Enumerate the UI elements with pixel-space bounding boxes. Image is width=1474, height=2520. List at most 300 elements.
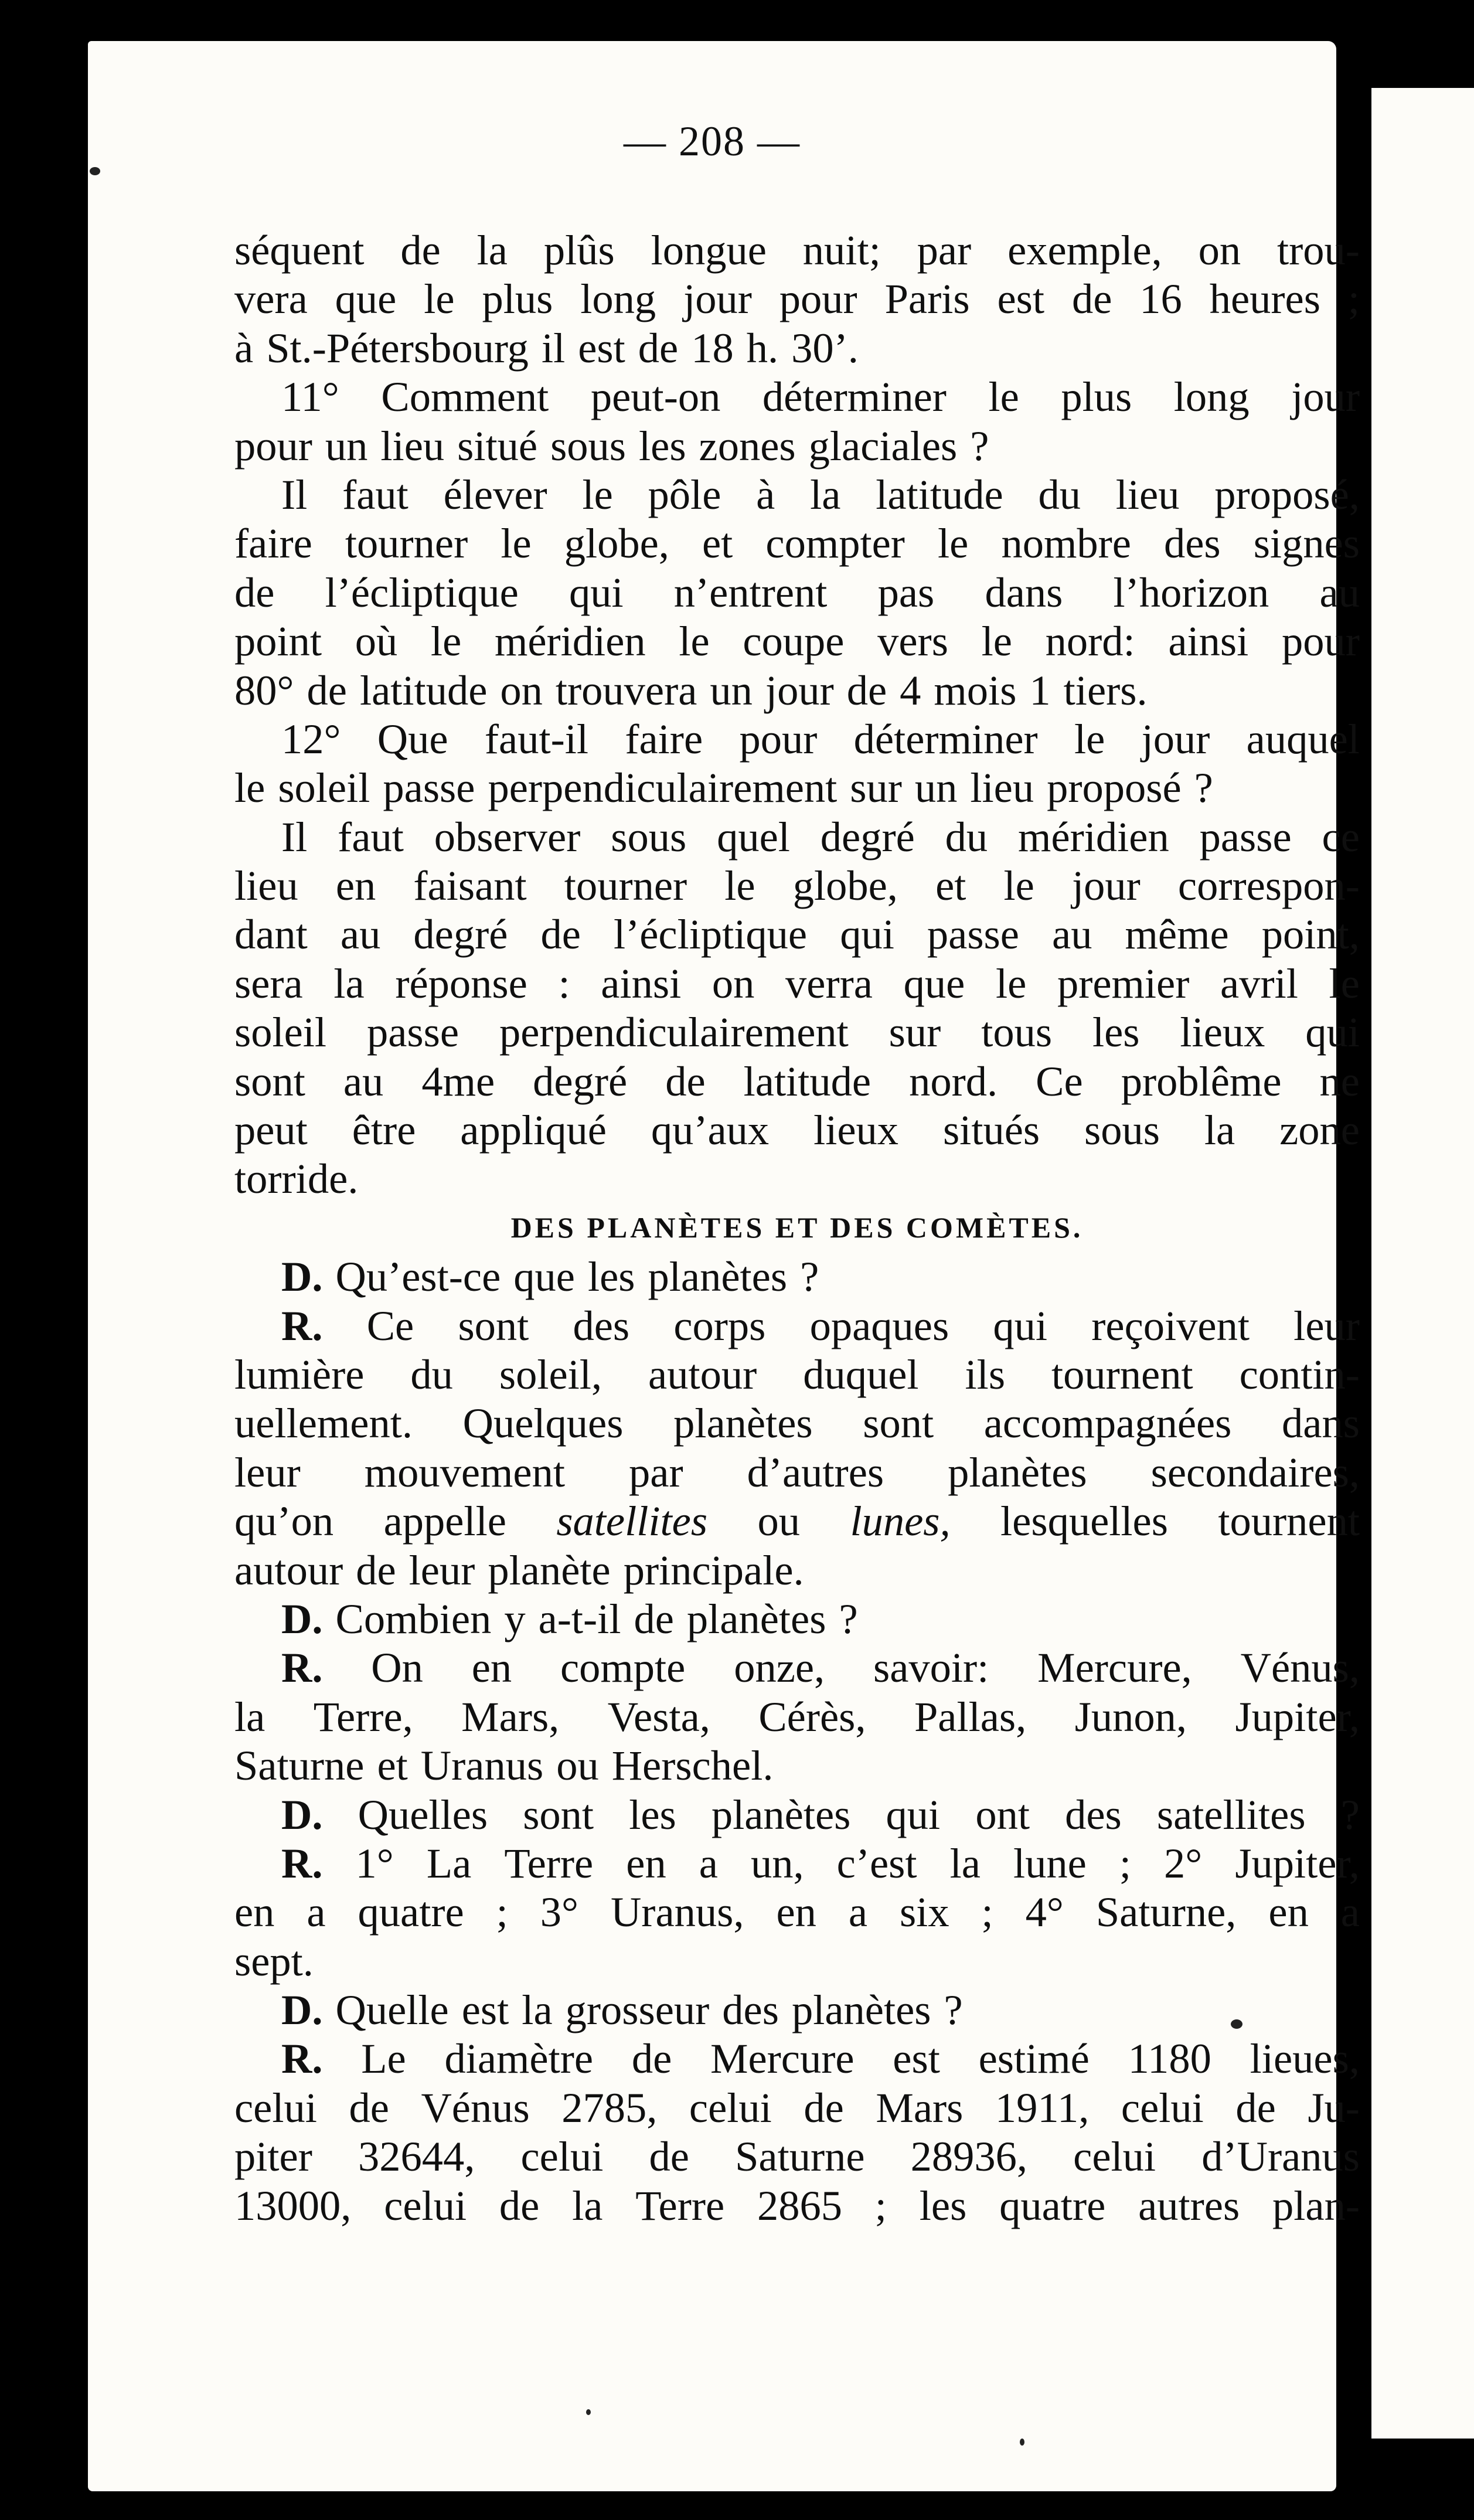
word: contin- — [1239, 1350, 1360, 1398]
word: est — [578, 324, 625, 372]
word: le — [679, 617, 710, 665]
word: quatre — [999, 2181, 1106, 2229]
word: ; — [874, 2181, 887, 2229]
word: 32644, — [358, 2133, 475, 2181]
word: de — [846, 666, 887, 714]
word: en — [626, 1839, 666, 1887]
word: zones — [699, 421, 796, 470]
word: des — [1065, 1790, 1122, 1838]
word: au — [1052, 910, 1092, 958]
word: Jupiter, — [1235, 1839, 1360, 1887]
text-line — [234, 1546, 1360, 1594]
word: un, — [750, 1839, 804, 1887]
word: point, — [1261, 910, 1360, 958]
word: peut-on — [590, 373, 721, 421]
page-body-text — [234, 226, 1360, 2230]
word: le — [981, 617, 1012, 665]
word: piter — [234, 2133, 312, 2181]
word: quel — [717, 812, 790, 861]
word: au — [343, 1057, 384, 1105]
word: globe, — [792, 862, 898, 910]
word: méridien — [494, 617, 646, 665]
word: a-t-il — [538, 1594, 621, 1642]
text-line — [234, 2034, 1360, 2083]
word: grosseur — [565, 1986, 710, 2034]
word: en — [471, 1644, 512, 1692]
word: Terre — [504, 1839, 594, 1887]
word: pôle — [648, 470, 721, 518]
word: autour — [234, 1546, 343, 1594]
word: onze, — [734, 1644, 825, 1692]
word: diamètre — [444, 2035, 594, 2083]
page-number: — 208 — — [624, 118, 801, 165]
word: D. — [281, 1594, 323, 1642]
text-line — [234, 715, 1360, 763]
word: leur — [1293, 1301, 1360, 1349]
word: sous — [1084, 1106, 1160, 1154]
word: Saturne — [735, 2133, 865, 2181]
word: Ju- — [1308, 2083, 1360, 2131]
word: de — [1235, 2083, 1276, 2131]
word: globe, — [564, 519, 669, 567]
word: 4me — [421, 1057, 495, 1105]
word: plus — [1061, 373, 1132, 421]
word: qui — [569, 568, 624, 616]
word: le — [988, 373, 1019, 421]
word: Mars, — [461, 1692, 560, 1740]
word: un — [710, 666, 753, 714]
word: où — [355, 617, 398, 665]
word: celui — [689, 2083, 772, 2131]
word: Vénus — [421, 2083, 530, 2131]
text-line — [234, 959, 1360, 1008]
word: de — [1071, 275, 1112, 323]
word: 13000, — [234, 2181, 352, 2229]
word: est — [893, 2035, 940, 2083]
text-line — [234, 2181, 1360, 2230]
word: duquel — [803, 1350, 919, 1398]
word: de — [638, 324, 679, 372]
word: latitude — [876, 470, 1003, 518]
word: par — [629, 1448, 683, 1496]
word: 2785, — [561, 2083, 658, 2131]
word: D. — [281, 1253, 323, 1301]
word: Terre, — [313, 1692, 413, 1740]
word: pour — [234, 421, 312, 470]
word: 11° — [281, 373, 339, 421]
word: la — [234, 1692, 265, 1740]
word: et — [377, 1742, 408, 1790]
word: sont — [523, 1790, 594, 1838]
word: celui — [234, 2083, 317, 2131]
word: trou- — [1277, 226, 1360, 274]
book-page — [88, 41, 1360, 2491]
word: verra — [785, 959, 873, 1007]
word: R. — [281, 1839, 323, 1887]
text-line — [234, 568, 1360, 617]
text-line — [234, 1399, 1360, 1447]
word: On — [371, 1644, 423, 1692]
word: sept. — [234, 1937, 314, 1985]
word: pas — [877, 568, 935, 616]
text-line — [234, 1008, 1360, 1056]
word: ; — [981, 1888, 993, 1936]
word: le — [582, 470, 613, 518]
word: même — [1125, 910, 1229, 958]
text-line — [234, 1888, 1360, 1936]
word: sur — [889, 1008, 941, 1056]
word: lieu — [970, 764, 1034, 812]
text-line — [234, 1839, 1360, 1888]
word: appelle — [383, 1497, 506, 1545]
word: 16 — [1139, 275, 1182, 323]
word: ? — [839, 1594, 858, 1642]
word: Vesta, — [607, 1692, 710, 1740]
text-line — [234, 1106, 1360, 1154]
word: autres — [1138, 2181, 1240, 2229]
word: il — [541, 324, 566, 372]
word: Vénus, — [1240, 1644, 1360, 1692]
word: des — [573, 1301, 630, 1349]
word: latitude — [359, 666, 488, 714]
text-line — [234, 372, 1360, 421]
word: c’est — [836, 1839, 917, 1887]
word: tournent — [1218, 1497, 1360, 1545]
word: ils — [965, 1350, 1006, 1398]
word: le — [234, 764, 265, 812]
word: 1 — [1029, 666, 1051, 714]
word: Saturne — [234, 1742, 365, 1790]
word: y — [504, 1594, 526, 1642]
word: méridien — [1018, 812, 1169, 861]
word: 80° — [234, 666, 294, 714]
word: correspon- — [1177, 862, 1360, 910]
word: sont — [234, 1057, 305, 1105]
word: on — [712, 959, 755, 1007]
text-line — [234, 519, 1360, 567]
word: est — [461, 1986, 509, 2034]
word: faisant — [413, 862, 527, 910]
text-line — [234, 1985, 1360, 2034]
word: pour — [779, 275, 857, 323]
word: 28936, — [910, 2133, 1028, 2181]
word: R. — [281, 1644, 323, 1692]
word: jour — [1141, 715, 1210, 763]
word: dant — [234, 910, 308, 958]
word: lieu — [234, 862, 298, 910]
word: heures — [1209, 275, 1320, 323]
word: planètes — [673, 1399, 813, 1447]
ink-speck — [586, 2409, 591, 2415]
word: a — [848, 1888, 868, 1936]
word: la — [522, 1986, 553, 2034]
next-page-edge — [1371, 88, 1474, 2439]
word: tourner — [564, 862, 687, 910]
word: sont — [458, 1301, 529, 1349]
word: jour — [765, 666, 834, 714]
word: Pallas, — [914, 1692, 1027, 1740]
word: Mercure — [710, 2035, 855, 2083]
word: Jupiter, — [1235, 1692, 1360, 1740]
word: situés — [942, 1106, 1040, 1154]
word: La — [426, 1839, 472, 1887]
word: lieux — [813, 1106, 899, 1154]
word: Ce — [1036, 1057, 1083, 1105]
word: Il — [281, 470, 308, 518]
word: auquel — [1246, 715, 1360, 763]
word: 30’. — [791, 324, 859, 372]
text-line — [234, 910, 1360, 958]
word: passe — [366, 1008, 459, 1056]
word: le — [995, 959, 1027, 1007]
word: d’autres — [747, 1448, 884, 1496]
scan-border-left — [0, 0, 88, 2520]
word: coupe — [743, 617, 845, 665]
word: de — [631, 2035, 672, 2083]
word: 3° — [540, 1888, 578, 1936]
word: n’entrent — [673, 568, 828, 616]
word: latitude — [743, 1057, 872, 1105]
word: soleil — [278, 764, 370, 812]
word: et — [935, 862, 966, 910]
word: jour — [1071, 862, 1141, 910]
word: long — [580, 275, 656, 323]
ink-speck — [1231, 2019, 1242, 2029]
word: tourner — [345, 519, 468, 567]
word: de — [349, 2083, 389, 2131]
word: à — [234, 324, 254, 372]
text-line — [234, 617, 1360, 665]
text-line — [234, 421, 1360, 470]
word: pour — [739, 715, 818, 763]
word: planètes — [791, 1986, 931, 2034]
word: : — [558, 959, 570, 1007]
word: nuit; — [802, 226, 881, 274]
word: degré — [413, 910, 508, 958]
word: perpendiculairement — [499, 1008, 849, 1056]
word: mouvement — [364, 1448, 566, 1496]
word: estimé — [978, 2035, 1090, 2083]
word: Quelles — [358, 1790, 488, 1838]
text-line — [234, 470, 1360, 519]
word: 1911, — [995, 2083, 1090, 2131]
text-line — [234, 861, 1360, 910]
ink-speck — [1020, 2439, 1024, 2446]
word: l’horizon — [1113, 568, 1269, 616]
word: ont — [975, 1790, 1030, 1838]
word: a — [1340, 1888, 1360, 1936]
word: Quelques — [462, 1399, 624, 1447]
text-line — [234, 2132, 1360, 2181]
word: lieues, — [1250, 2035, 1360, 2083]
word: de — [234, 568, 275, 616]
word: 4 — [900, 666, 921, 714]
word: pour — [1281, 617, 1360, 665]
word: on — [1198, 226, 1241, 274]
word: qu’on — [234, 1497, 334, 1545]
word: le — [1003, 862, 1034, 910]
word: satellites — [1156, 1790, 1306, 1838]
word: de — [499, 2181, 540, 2229]
word: ? — [970, 421, 989, 470]
word: de — [634, 1594, 674, 1642]
text-line — [234, 324, 1360, 372]
word: situé — [457, 421, 538, 470]
word: quatre — [358, 1888, 464, 1936]
word: sera — [234, 959, 303, 1007]
word: déterminer — [853, 715, 1038, 763]
word: Herschel. — [611, 1742, 774, 1790]
word: faut-il — [484, 715, 589, 763]
word: principale. — [623, 1546, 804, 1594]
word: on — [500, 666, 543, 714]
word: planètes — [711, 1790, 851, 1838]
word: tiers. — [1063, 666, 1148, 714]
word: long — [1173, 373, 1250, 421]
word: celui — [520, 2133, 604, 2181]
word: ou — [757, 1497, 801, 1545]
word: degré — [820, 812, 915, 861]
word: Le — [361, 2035, 406, 2083]
word: sous — [611, 812, 687, 861]
word: la — [333, 959, 365, 1007]
section-heading: DES PLANÈTES ET DES COMÈTES. — [510, 1210, 1084, 1244]
word: Qu’est-ce — [335, 1253, 501, 1301]
word: un — [914, 764, 958, 812]
word: lieux — [1180, 1008, 1265, 1056]
word: h. — [746, 324, 779, 372]
text-line — [234, 666, 1360, 715]
word: d’Uranus — [1201, 2133, 1360, 2181]
word: ainsi — [601, 959, 682, 1007]
word: les — [587, 1253, 635, 1301]
word: accompagnées — [983, 1399, 1232, 1447]
word: Il — [281, 812, 308, 861]
word: qu’aux — [651, 1106, 770, 1154]
word: la — [949, 1839, 981, 1887]
word: par — [917, 226, 972, 274]
word: Quelle — [335, 1986, 449, 2034]
word: des — [1163, 519, 1221, 567]
text-line — [234, 812, 1360, 861]
word: de — [400, 226, 441, 274]
word: qui — [840, 910, 894, 958]
word: sont — [863, 1399, 934, 1447]
word: réponse — [395, 959, 527, 1007]
word: au — [1319, 568, 1360, 616]
text-line — [234, 1594, 1360, 1643]
word: le — [424, 275, 455, 323]
text-line — [234, 1790, 1360, 1839]
word: celui — [1121, 2083, 1204, 2131]
word: faut — [342, 470, 409, 518]
word: corps — [673, 1301, 766, 1349]
word: Saturne, — [1095, 1888, 1237, 1936]
word: ? — [944, 1986, 963, 2034]
word: Que — [377, 715, 448, 763]
word: opaques — [809, 1301, 949, 1349]
word: plus — [482, 275, 553, 323]
word: du — [410, 1350, 453, 1398]
word: Uranus, — [610, 1888, 744, 1936]
word: faire — [234, 519, 312, 567]
word: savoir: — [873, 1644, 989, 1692]
word: leur — [409, 1546, 475, 1594]
ink-speck — [90, 167, 100, 175]
word: la — [810, 470, 841, 518]
word: celui — [384, 2181, 467, 2229]
word: D. — [281, 1986, 323, 2034]
word: en — [335, 862, 376, 910]
word: la — [476, 226, 508, 274]
word: avril — [1220, 959, 1298, 1007]
word: de — [540, 910, 581, 958]
word: de — [356, 1546, 396, 1594]
word: les — [639, 421, 686, 470]
word: degré — [533, 1057, 628, 1105]
word: dans — [1282, 1399, 1360, 1447]
word: lumière — [234, 1350, 365, 1398]
word: le — [724, 862, 755, 910]
word: passe — [383, 764, 475, 812]
word: vers — [877, 617, 948, 665]
word: point — [234, 617, 322, 665]
text-line — [234, 763, 1360, 812]
word: celui — [1073, 2133, 1156, 2181]
text-line — [234, 1741, 1360, 1790]
word: du — [1038, 470, 1081, 518]
word: Paris — [884, 275, 970, 323]
word: dans — [985, 568, 1063, 616]
word: les — [919, 2181, 967, 2229]
word: a — [699, 1839, 718, 1887]
word: au — [340, 910, 381, 958]
word: ; — [496, 1888, 508, 1936]
word: est — [997, 275, 1045, 323]
word: a — [307, 1888, 326, 1936]
word: six — [899, 1888, 949, 1936]
word: sur — [850, 764, 902, 812]
word: Cérès, — [758, 1692, 866, 1740]
word: secondaires, — [1150, 1448, 1360, 1496]
word: des — [722, 1986, 779, 2034]
word: nord: — [1045, 617, 1135, 665]
word: 4° — [1025, 1888, 1064, 1936]
word: planètes — [648, 1253, 788, 1301]
word: tous — [981, 1008, 1053, 1056]
word: nord. — [909, 1057, 998, 1105]
word: proposé — [1047, 764, 1182, 812]
word: D. — [281, 1790, 323, 1838]
word: appliqué — [460, 1106, 607, 1154]
word: lunes, — [850, 1497, 951, 1545]
word: faut — [338, 812, 404, 861]
text-line — [234, 1301, 1360, 1350]
word: 18 — [691, 324, 734, 372]
word: Junon, — [1074, 1692, 1187, 1740]
text-line — [234, 2083, 1360, 2132]
word: ou — [556, 1742, 599, 1790]
text-line — [234, 1350, 1360, 1399]
word: de — [307, 666, 347, 714]
word: leur — [234, 1448, 301, 1496]
word: soleil, — [499, 1350, 602, 1398]
word: qui — [1305, 1008, 1360, 1056]
word: 2865 — [757, 2181, 842, 2229]
word: les — [1092, 1008, 1140, 1056]
word: uellement. — [234, 1399, 413, 1447]
word: qui — [993, 1301, 1048, 1349]
